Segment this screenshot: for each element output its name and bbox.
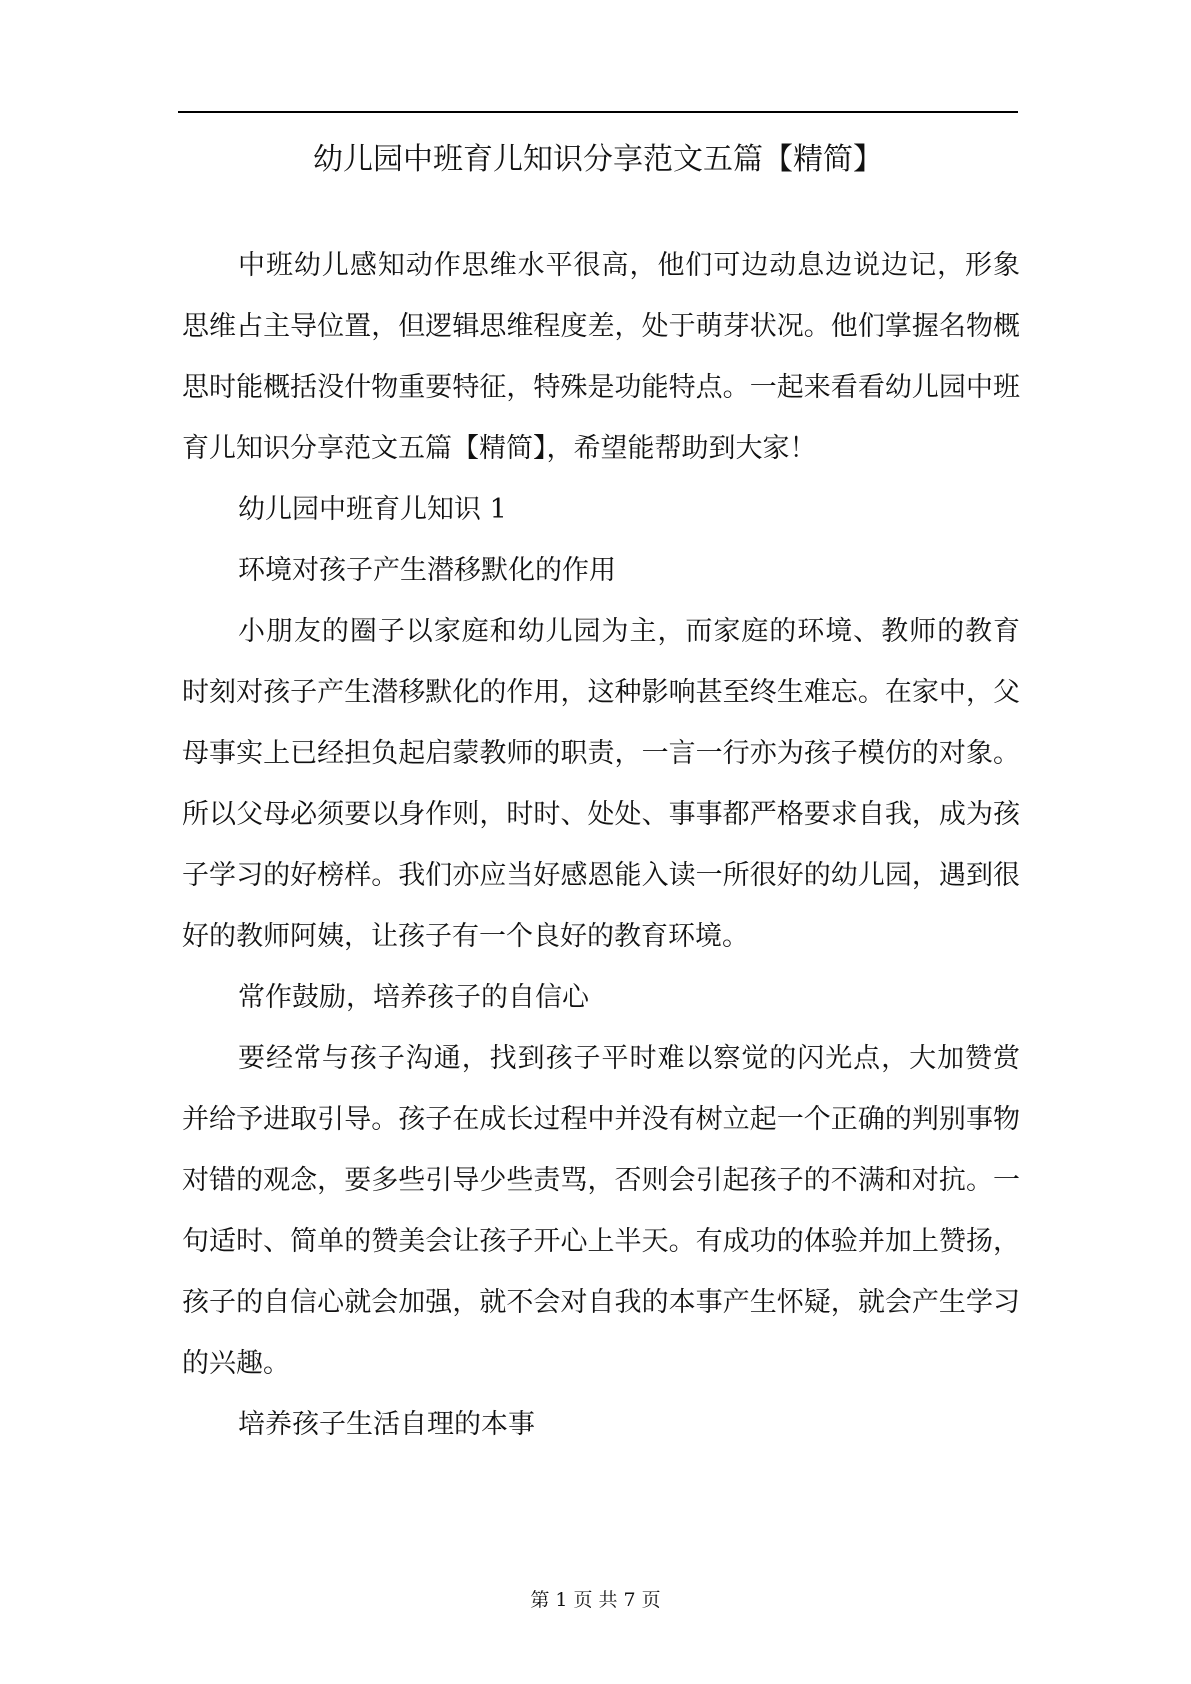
paragraph-environment: 小朋友的圈子以家庭和幼儿园为主，而家庭的环境、教师的教育时刻对孩子产生潜移默化的作用，这种影响甚至终生难忘。在家中，父母事实上已经担负起启蒙教师的职责，一言一行亦为孩子模仿的对象。所以父母必须要以身作则，时时、处处、事事都严格要求自我，成为孩子学习的好榜样。我们亦应当好感恩能入读一所很好的幼儿园，遇到很好的教师阿姨，让孩子有一个良好的教育环境。 xyxy=(182,616,1020,952)
subheading-environment: 环境对孩子产生潜移默化的作用 xyxy=(238,555,616,586)
paragraph-encouragement: 要经常与孩子沟通，找到孩子平时难以察觉的闪光点，大加赞赏并给予进取引导。孩子在成长过程中并没有树立起一个正确的判别事物对错的观念，要多些引导少些责骂，否则会引起孩子的不满和对抗。一句适时、简单的赞美会让孩子开心上半天。有成功的体验并加上赞扬，孩子的自信心就会加强，就不会对自我的本事产生怀疑，就会产生学习的兴趣。 xyxy=(182,1043,1020,1379)
intro-paragraph: 中班幼儿感知动作思维水平很高，他们可边动息边说边记，形象思维占主导位置，但逻辑思维程度差，处于萌芽状况。他们掌握名物概思时能概括没什物重要特征，特殊是功能特点。一起来看看幼儿园中班育儿知识分享范文五篇【精简】，希望能帮助到大家！ xyxy=(182,250,1020,464)
page-number-footer: 第 1 页 共 7 页 xyxy=(530,1589,661,1611)
header-rule xyxy=(178,111,1018,113)
subheading-encouragement: 常作鼓励，培养孩子的自信心 xyxy=(238,982,589,1013)
document-title: 幼儿园中班育儿知识分享范文五篇【精简】 xyxy=(313,142,883,177)
subheading-self-care: 培养孩子生活自理的本事 xyxy=(238,1409,535,1440)
document-body xyxy=(182,235,1020,1455)
section-heading-1: 幼儿园中班育儿知识 1 xyxy=(238,494,507,525)
